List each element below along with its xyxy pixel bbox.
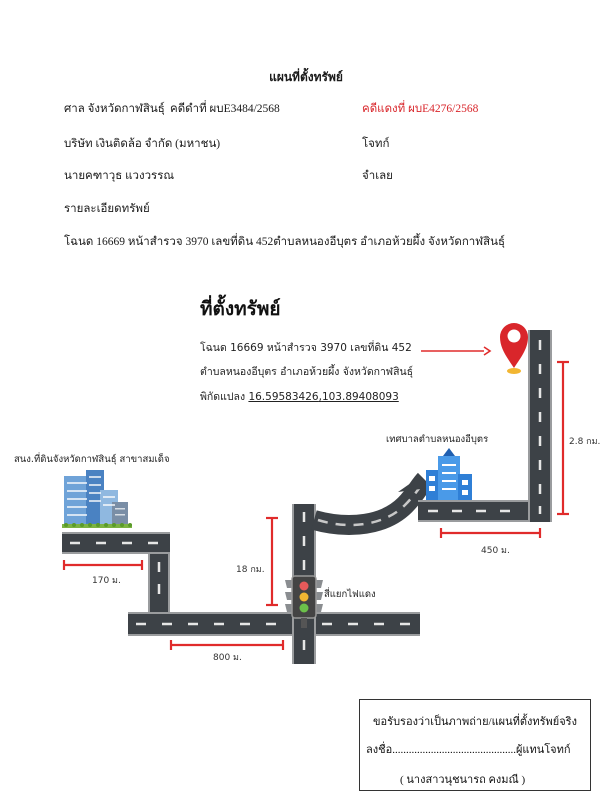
defendant-role: จำเลย xyxy=(362,170,393,182)
plaintiff-name: บริษัท เงินติดล้อ จำกัด (มหาชน) xyxy=(64,138,221,150)
location-pin-icon xyxy=(500,323,528,374)
dimension-2-8 xyxy=(557,362,569,514)
coord-label: พิกัดแปลง xyxy=(200,391,246,403)
details-text: โฉนด 16669 หน้าสำรวจ 3970 เลขที่ดิน 452ตำบลหนองอีบุตร อำเภอห้วยผึ้ง จังหวัดกาฬสินธุ์ xyxy=(64,236,506,248)
distance-2-8: 2.8 กม. xyxy=(569,437,601,447)
distance-450: 450 ม. xyxy=(481,546,510,556)
dimension-800 xyxy=(171,640,283,650)
document-title: แผนที่ตั้งทรัพย์ xyxy=(269,70,343,84)
distance-18: 18 กม. xyxy=(236,565,265,575)
distance-800: 800 ม. xyxy=(213,653,242,663)
location-title: ที่ตั้งทรัพย์ xyxy=(200,298,281,320)
dimension-170 xyxy=(64,560,142,570)
dimension-450 xyxy=(441,528,540,538)
signature-line xyxy=(366,740,571,758)
road-destination-vertical xyxy=(528,330,552,522)
label-municipality: เทศบาลตำบลหนองอีบุตร xyxy=(386,434,489,445)
road-curve xyxy=(314,478,428,525)
plaintiff-role: โจทก์ xyxy=(362,138,390,150)
sign-dots: ............................................. xyxy=(392,744,516,756)
office-building-icon xyxy=(62,470,132,528)
red-case-number: คดีแดงที่ ผบE4276/2568 xyxy=(362,103,479,115)
details-label: รายละเอียดทรัพย์ xyxy=(64,203,150,215)
label-land-office: สนง.ที่ดินจังหวัดกาฬสินธุ์ สาขาสมเด็จ xyxy=(14,454,170,465)
road-main-horizontal xyxy=(128,612,420,636)
coord-sep: , xyxy=(318,391,322,403)
municipality-building-icon xyxy=(426,448,472,500)
black-case-number: คดีดำที่ ผบE3484/2568 xyxy=(170,103,280,115)
pointer-arrow-icon xyxy=(421,347,490,355)
coord-lng[interactable]: 103.89408093 xyxy=(321,391,399,403)
location-line-1: โฉนด 16669 หน้าสำรวจ 3970 เลขที่ดิน 452 xyxy=(200,342,412,354)
certification-box xyxy=(359,699,591,791)
signer-name: ( นางสาวนุชนารถ คงมณี ) xyxy=(400,774,526,786)
sign-role: ผู้แทนโจทก์ xyxy=(515,744,571,756)
dimension-18 xyxy=(266,518,278,605)
sign-label: ลงชื่อ xyxy=(366,744,393,756)
road-connector xyxy=(148,554,170,614)
label-traffic-light: สี่แยกไฟแดง xyxy=(324,589,376,600)
coord-lat[interactable]: 16.59583426 xyxy=(248,391,319,403)
location-coordinates xyxy=(200,388,399,405)
certification-statement: ขอรับรองว่าเป็นภาพถ่าย/แผนที่ตั้งทรัพย์จริง xyxy=(373,716,577,728)
defendant-name: นายคฑาวุธ แวงวรรณ xyxy=(64,170,175,182)
location-line-2: ตำบลหนองอีบุตร อำเภอห้วยผึ้ง จังหวัดกาฬสินธุ์ xyxy=(200,366,414,378)
road-office xyxy=(62,532,170,554)
distance-170: 170 ม. xyxy=(92,576,121,586)
court-name: ศาล จังหวัดกาฬสินธุ์ xyxy=(64,103,165,115)
